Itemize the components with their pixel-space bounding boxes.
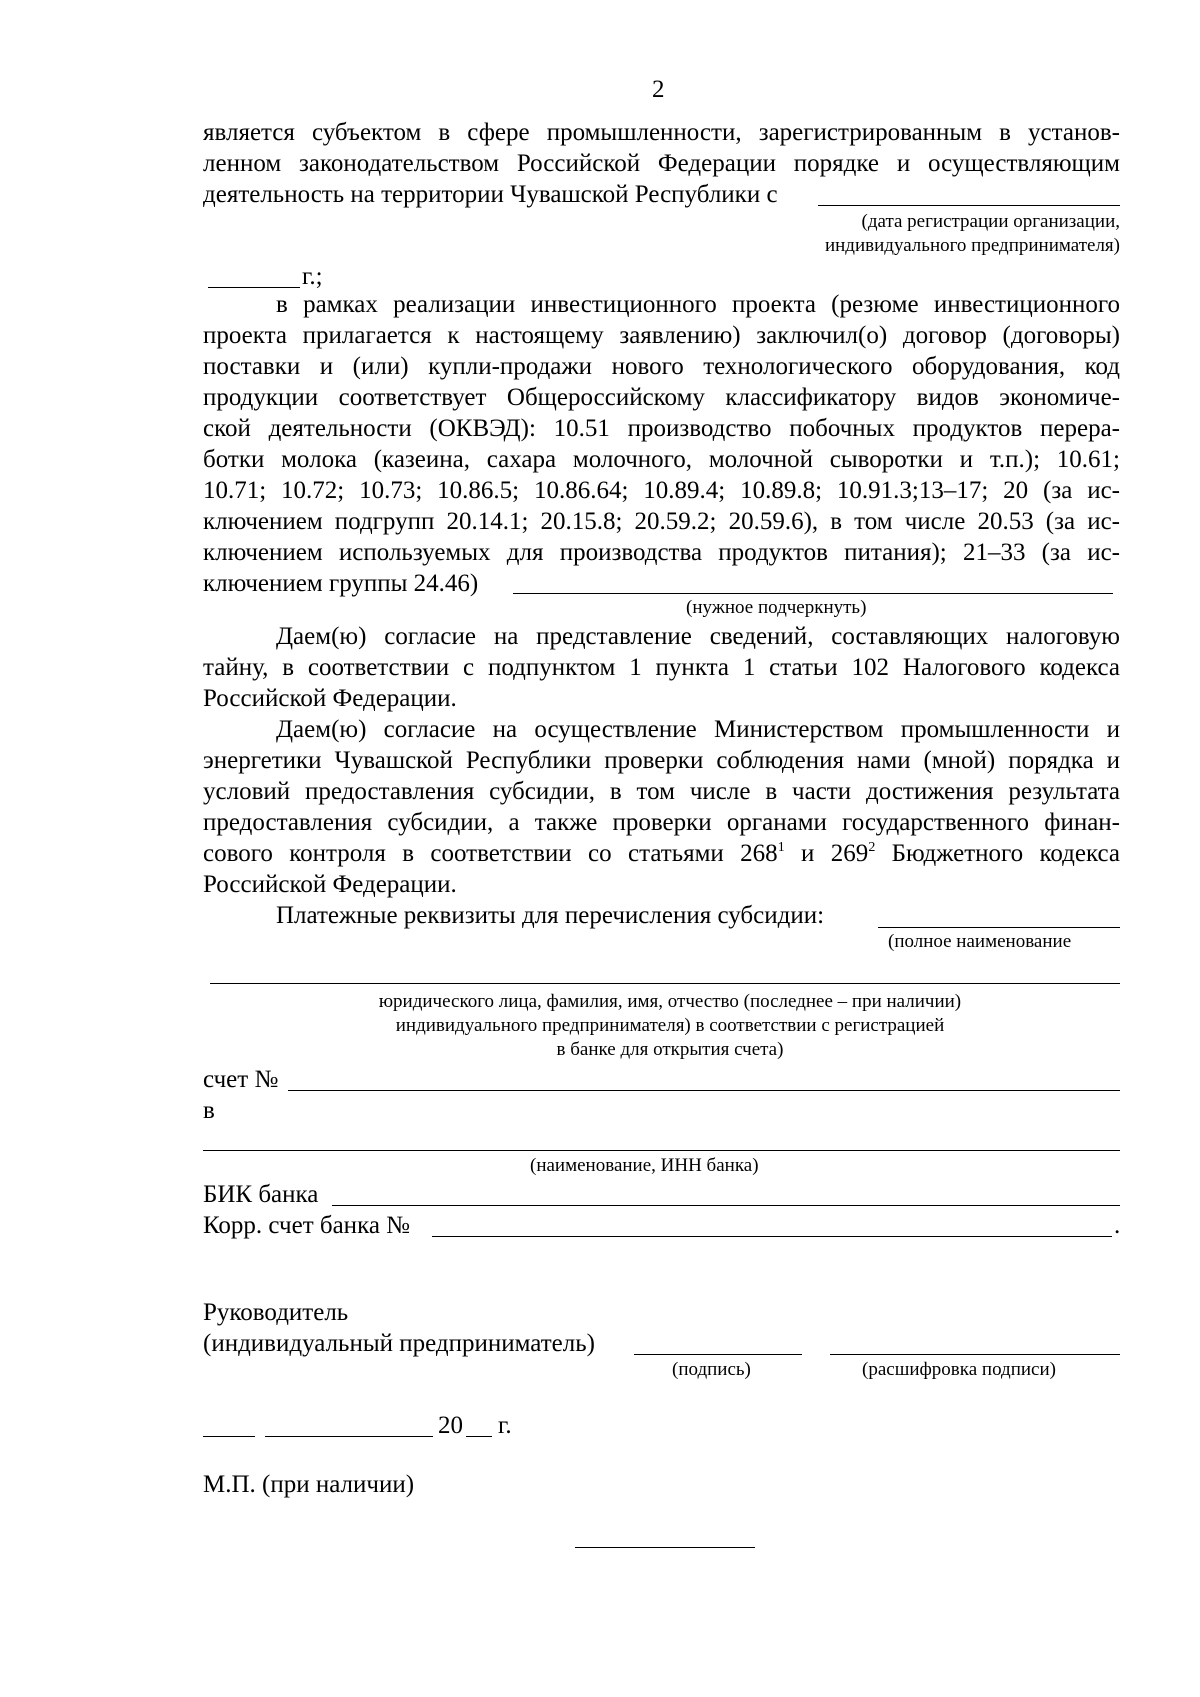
signature-field[interactable] — [634, 1354, 802, 1355]
p2-line-1: в рамках реализации инвестиционного проекта (резюме инвестиционного — [276, 291, 1120, 318]
p4-line-2: энергетики Чувашской Республики проверки соблюдения нами (мной) порядка и — [203, 747, 1120, 774]
sup-1: 1 — [777, 840, 785, 855]
p4-line-6: Российской Федерации. — [203, 871, 457, 898]
signature-note: (подпись) — [672, 1359, 751, 1380]
p3-line-1: Даем(ю) согласие на представление сведений, составляющих налоговую — [276, 623, 1120, 650]
signature-decode-field[interactable] — [830, 1354, 1120, 1355]
p4-line-3: условий предоставления субсидии, в том числе в части достижения результата — [203, 778, 1120, 805]
p4-line-5-a: сового контроля в соответствии со статьями 268 — [203, 840, 778, 867]
p2-line-6: ботки молока (казеина, сахара молочного, молочной сыворотки и т.п.); 10.61; — [203, 446, 1120, 473]
p2-line-7: 10.71; 10.72; 10.73; 10.86.5; 10.86.64; 10.89.4; 10.89.8; 10.91.3;13–17; 20 (за ис- — [203, 477, 1120, 504]
account-label: счет № — [203, 1066, 279, 1093]
payee-name-field-1[interactable] — [878, 927, 1120, 928]
year-digits-field[interactable] — [466, 1436, 492, 1437]
p1-line-2: ленном законодательством Российской Федерации порядке и осуществляющим — [203, 150, 1120, 177]
p2-line-10: ключением группы 24.46) — [203, 570, 479, 597]
month-field[interactable] — [265, 1436, 433, 1437]
p2-line-3: поставки и (или) купли-продажи нового технологического оборудования, код — [203, 353, 1120, 380]
payee-note-right: (полное наименование — [888, 931, 1072, 952]
bik-field[interactable] — [332, 1205, 1120, 1206]
registration-date-note-2: индивидуального предпринимателя) — [824, 235, 1120, 256]
p2-line-5: ской деятельности (ОКВЭД): 10.51 производство побочных продуктов перера- — [203, 415, 1120, 442]
bank-name-field[interactable] — [203, 1150, 1120, 1151]
year-field[interactable] — [208, 287, 300, 288]
payee-note-2: индивидуального предпринимателя) в соответствии с регистрацией — [395, 1015, 945, 1036]
payment-label: Платежные реквизиты для перечисления субсидии: — [276, 902, 825, 929]
okved-field[interactable] — [513, 593, 1113, 594]
p3-line-2: тайну, в соответствии с подпунктом 1 пункта 1 статьи 102 Налогового кодекса — [203, 654, 1120, 681]
p4-line-1: Даем(ю) согласие на осуществление Министерством промышленности и — [276, 716, 1120, 743]
signature-head: Руководитель — [203, 1299, 349, 1326]
p1-line-3: деятельность на территории Чувашской Республики с — [203, 181, 778, 208]
page-number: 2 — [652, 76, 665, 103]
bik-label: БИК банка — [203, 1181, 319, 1208]
date-year-suffix: г. — [498, 1412, 512, 1439]
bank-name-note: (наименование, ИНН банка) — [530, 1155, 759, 1176]
p2-line-4: продукции соответствует Общероссийскому классификатору видов экономиче- — [203, 384, 1120, 411]
p4-line-4: предоставления субсидии, а также проверки органами государственного финан- — [203, 809, 1120, 836]
corr-label: Корр. счет банка № — [203, 1212, 411, 1239]
okved-note: (нужное подчеркнуть) — [686, 597, 867, 618]
corr-end: . — [1114, 1212, 1121, 1239]
p4-line-5-c: Бюджетного кодекса — [875, 840, 1121, 867]
signature-decode-note: (расшифровка подписи) — [862, 1359, 1056, 1380]
registration-date-note-1: (дата регистрации организации, — [861, 211, 1120, 232]
p4-line-5-b: и 269 — [784, 840, 869, 867]
p2-line-8: ключением подгрупп 20.14.1; 20.15.8; 20.59.2; 20.59.6), в том числе 20.53 (за ис- — [203, 508, 1120, 535]
payee-note-1: юридического лица, фамилия, имя, отчество (последнее – при наличии) — [378, 991, 962, 1012]
account-field[interactable] — [288, 1090, 1120, 1091]
registration-date-field[interactable] — [818, 205, 1120, 206]
p4-line-5 — [203, 839, 1120, 869]
stamp-label: М.П. (при наличии) — [203, 1471, 415, 1498]
sup-2: 2 — [868, 840, 876, 855]
p2-line-9: ключением используемых для производства продуктов питания); 21–33 (за ис- — [203, 539, 1120, 566]
year-prefix: 20 — [438, 1412, 463, 1439]
year-suffix: г.; — [302, 263, 323, 290]
bank-in-label: в — [203, 1097, 215, 1124]
end-divider — [575, 1547, 755, 1548]
day-field[interactable] — [203, 1436, 255, 1437]
p3-line-3: Российской Федерации. — [203, 685, 457, 712]
signature-ip: (индивидуальный предприниматель) — [203, 1330, 595, 1357]
payee-name-field-2[interactable] — [210, 983, 1120, 984]
payee-note-3: в банке для открытия счета) — [556, 1039, 784, 1060]
p2-line-2: проекта прилагается к настоящему заявлению) заключил(о) договор (договоры) — [203, 322, 1120, 349]
corr-account-field[interactable] — [432, 1236, 1112, 1237]
p1-line-1: является субъектом в сфере промышленности, зарегистрированным в установ- — [203, 119, 1120, 146]
